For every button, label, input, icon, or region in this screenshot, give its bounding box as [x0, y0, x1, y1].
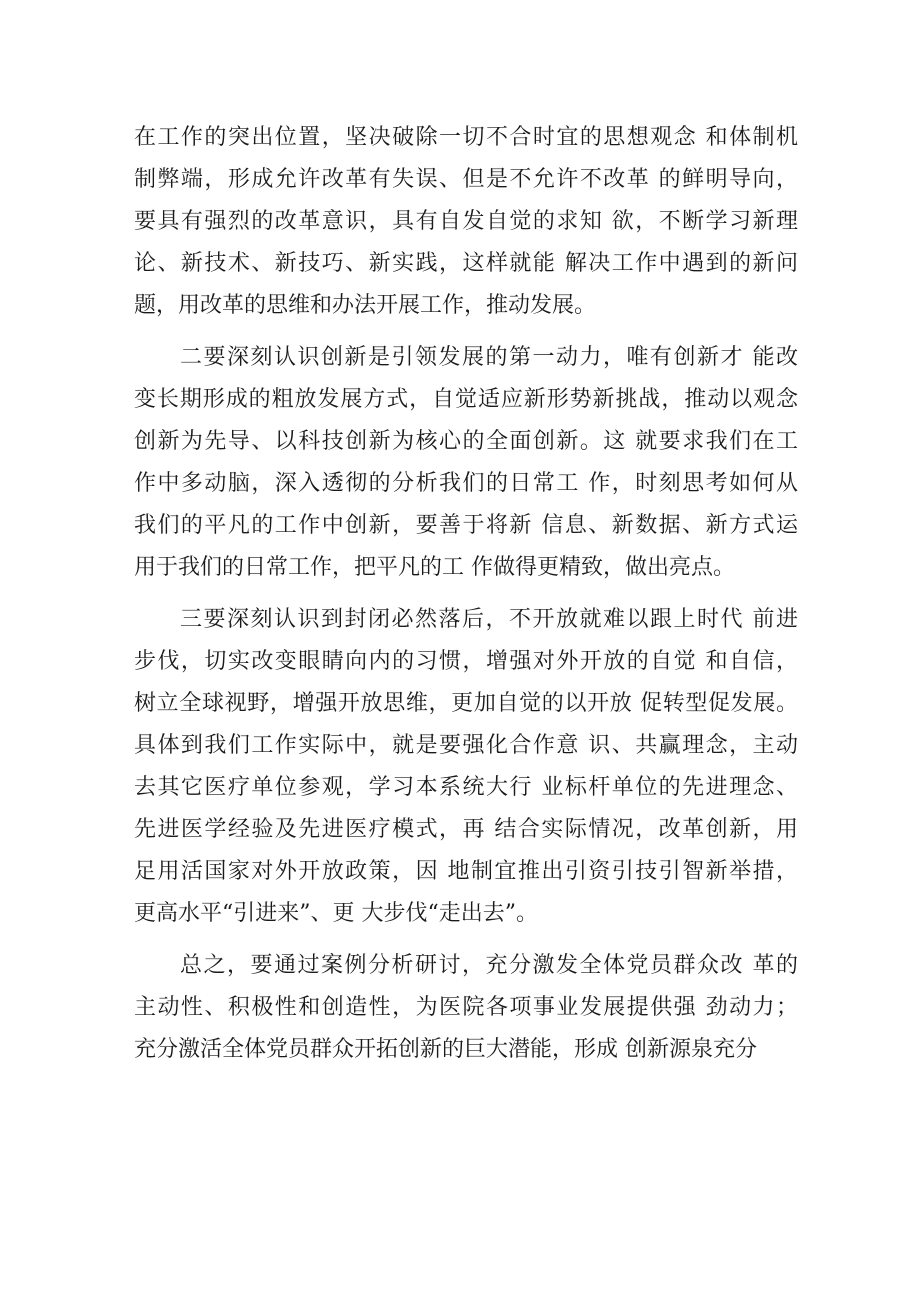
text-line: 总之，要通过案例分析研讨，充分激发全体党员群众改 革的	[180, 953, 798, 978]
text-line: 我们的平凡的工作中创新，要善于将新 信息、新数据、新方式运	[134, 513, 798, 538]
paragraph	[134, 599, 798, 935]
text-line: 树立全球视野，增强开放思维，更加自觉的以开放 促转型促发展。	[134, 691, 798, 716]
paragraph	[134, 117, 798, 327]
text-line: 要具有强烈的改革意识，具有自发自觉的求知 欲，不断学习新理	[134, 209, 798, 234]
text-line: 去其它医疗单位参观，学习本系统大行 业标杆单位的先进理念、	[134, 775, 798, 800]
text-line: 充分激活全体党员群众开拓创新的巨大潜能，形成 创新源泉充分	[134, 1037, 757, 1062]
text-line: 具体到我们工作实际中，就是要强化合作意 识、共赢理念，主动	[134, 733, 798, 758]
text-line: 题，用改革的思维和办法开展工作，推动发展。	[134, 293, 597, 318]
paragraph	[134, 337, 798, 589]
paragraph-gap	[134, 589, 798, 599]
text-line: 更高水平“引进来”、更 大步伐“走出去”。	[134, 901, 538, 926]
text-line: 变长期形成的粗放发展方式，自觉适应新形势新挑战，推动以观念	[134, 387, 798, 412]
text-line: 创新为先导、以科技创新为核心的全面创新。这 就要求我们在工	[134, 429, 798, 454]
text-line: 先进医学经验及先进医疗模式，再 结合实际情况，改革创新，用	[134, 817, 798, 842]
text-line: 制弊端，形成允许改革有失误、但是不允许不改革 的鲜明导向，	[134, 167, 798, 192]
paragraph	[134, 945, 798, 1071]
text-line: 主动性、积极性和创造性，为医院各项事业发展提供强 劲动力；	[134, 995, 798, 1020]
text-line: 三要深刻认识到封闭必然落后，不开放就难以跟上时代 前进	[180, 607, 798, 632]
document-body	[134, 117, 798, 1071]
text-line: 在工作的突出位置，坚决破除一切不合时宜的思想观念 和体制机	[134, 125, 798, 150]
paragraph-gap	[134, 935, 798, 945]
text-line: 步伐，切实改变眼睛向内的习惯，增强对外开放的自觉 和自信，	[134, 649, 798, 674]
text-line: 作中多动脑，深入透彻的分析我们的日常工 作，时刻思考如何从	[134, 471, 798, 496]
paragraph-gap	[134, 327, 798, 337]
text-line: 二要深刻认识创新是引领发展的第一动力，唯有创新才 能改	[180, 345, 798, 370]
text-line: 足用活国家对外开放政策，因 地制宜推出引资引技引智新举措，	[134, 859, 798, 884]
text-line: 用于我们的日常工作，把平凡的工 作做得更精致，做出亮点。	[134, 555, 735, 580]
text-line: 论、新技术、新技巧、新实践，这样就能 解决工作中遇到的新问	[134, 251, 798, 276]
